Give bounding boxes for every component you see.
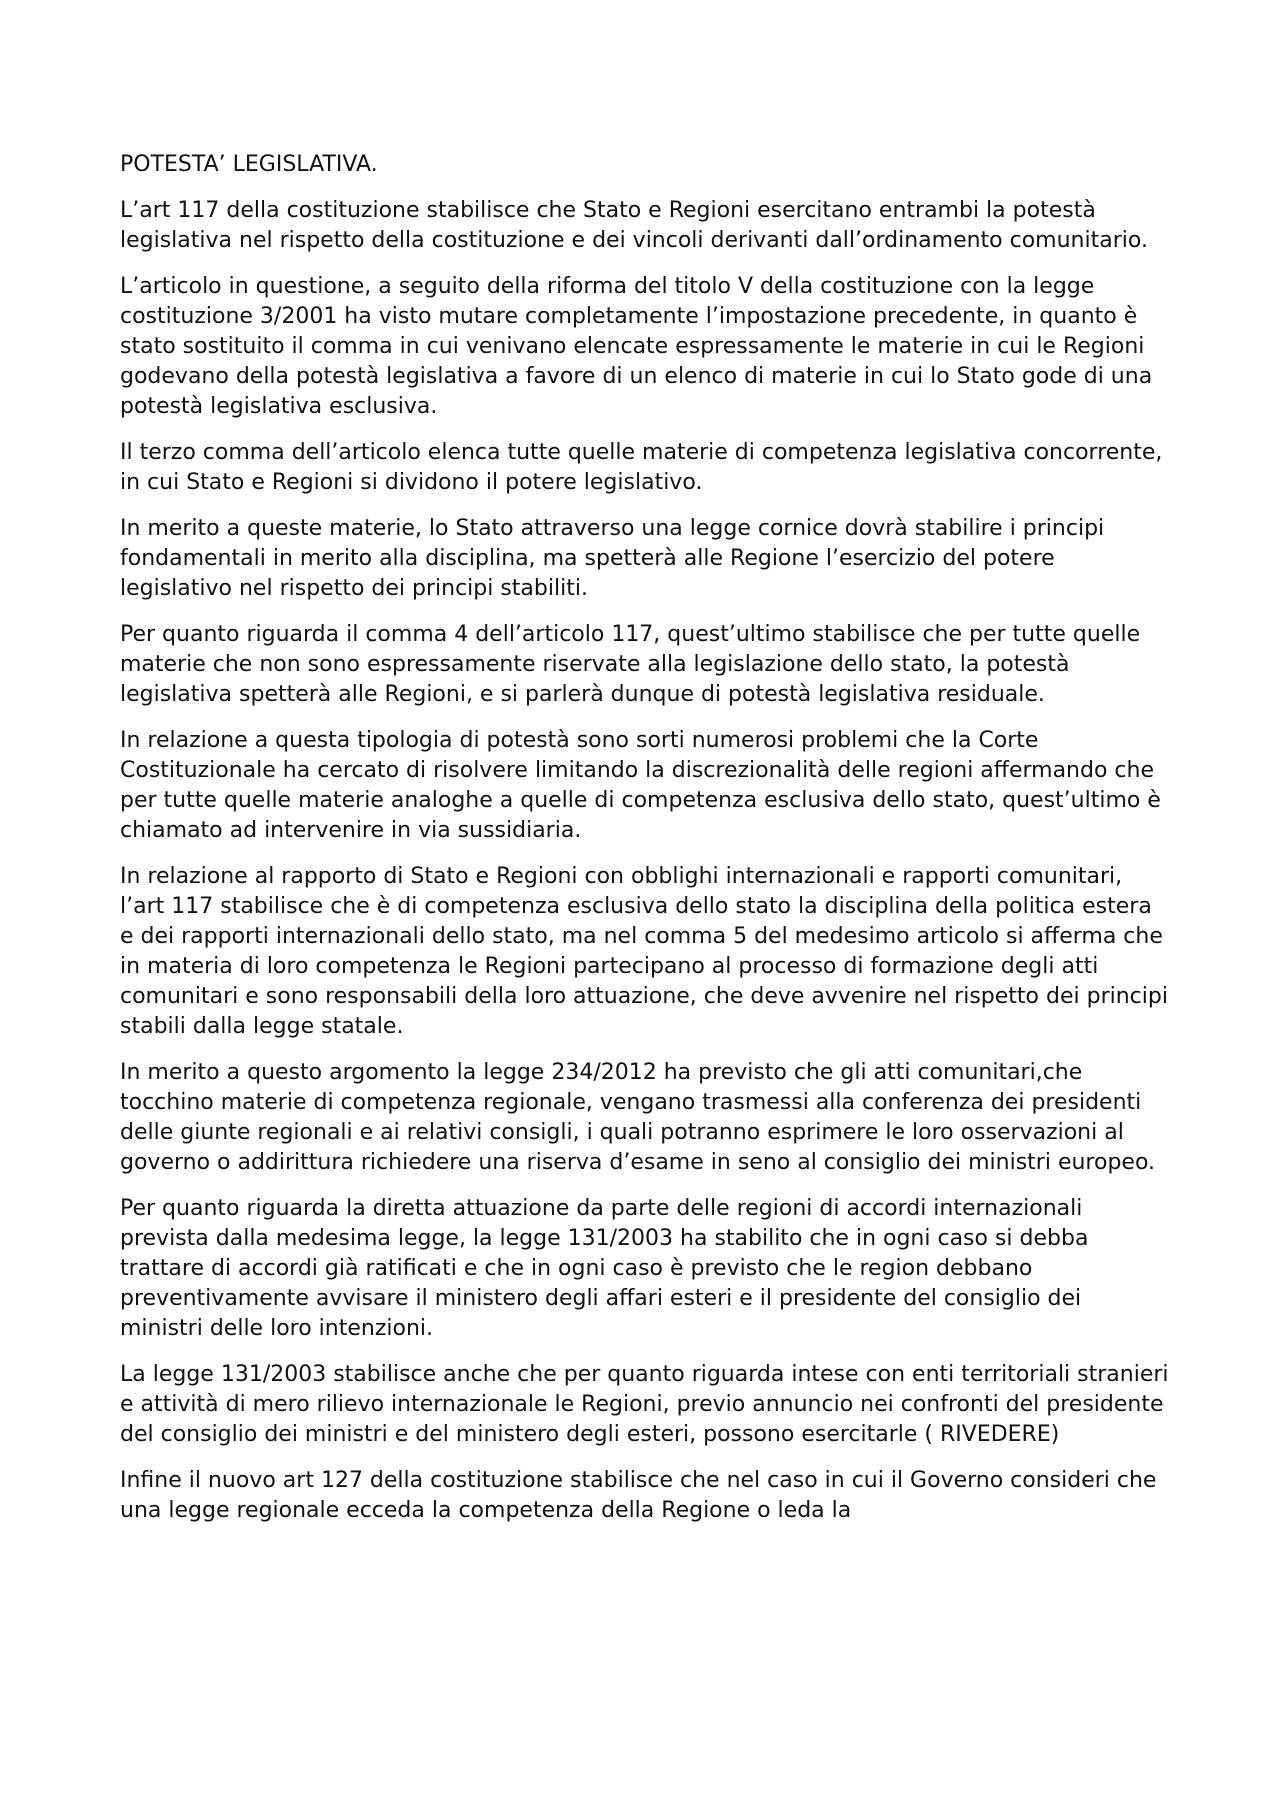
document-title: POTESTA’ LEGISLATIVA. (120, 152, 378, 177)
paragraph-11: Infine il nuovo art 127 della costituzione stabilisce che nel caso in cui il Governo consideri che una legge regionale ecceda la competenza della Regione o leda la (120, 1468, 1157, 1523)
paragraph-4: In merito a queste materie, lo Stato attraverso una legge cornice dovrà stabilire i principi fondamentali in merito alla disciplina, ma spetterà alle Regione l’esercizio del potere legislativo nel rispetto dei principi stabiliti. (120, 516, 1105, 601)
paragraph-2: L’articolo in questione, a seguito della riforma del titolo V della costituzione con la legge costituzione 3/2001 ha visto mutare completamente l’impostazione precedente, in quanto è stato sostituito il comma in cui venivano elencate espressamente le materie in cui le Regioni godevano della potestà legislativa a favore di un elenco di materie in cui lo Stato gode di una potestà legislativa esclusiva. (120, 274, 1153, 419)
paragraph-6: In relazione a questa tipologia di potestà sono sorti numerosi problemi che la Corte Costituzionale ha cercato di risolvere limitando la discrezionalità delle regioni affermando che per tutte quelle materie analoghe a quelle di competenza esclusiva dello stato, quest’ultimo è chiamato ad intervenire in via sussidiaria. (120, 728, 1161, 843)
document-body (120, 150, 1170, 1542)
paragraph-3: Il terzo comma dell’articolo elenca tutte quelle materie di competenza legislativa concorrente, in cui Stato e Regioni si dividono il potere legislativo. (120, 440, 1163, 495)
paragraph-5: Per quanto riguarda il comma 4 dell’articolo 117, quest’ultimo stabilisce che per tutte quelle materie che non sono espressamente riservate alla legislazione dello stato, la potestà legislativa spetterà alle Regioni, e si parlerà dunque di potestà legislativa residuale. (120, 622, 1141, 707)
paragraph-10: La legge 131/2003 stabilisce anche che per quanto riguarda intese con enti territoriali stranieri e attività di mero rilievo internazionale le Regioni, previo annuncio nei confronti del presidente del consiglio dei ministri e del ministero degli esteri, possono esercitarle ( RIVEDERE) (120, 1362, 1169, 1447)
paragraph-8: In merito a questo argomento la legge 234/2012 ha previsto che gli atti comunitari,che tocchino materie di competenza regionale, vengano trasmessi alla conferenza dei presidenti delle giunte regionali e ai relativi consigli, i quali potranno esprimere le loro osservazioni al governo o addirittura richiedere una riserva d’esame in seno al consiglio dei ministri europeo. (120, 1060, 1156, 1175)
paragraph-1: L’art 117 della costituzione stabilisce che Stato e Regioni esercitano entrambi la potestà legislativa nel rispetto della costituzione e dei vincoli derivanti dall’ordinamento comunitario. (120, 198, 1148, 253)
paragraph-9: Per quanto riguarda la diretta attuazione da parte delle regioni di accordi internazionali prevista dalla medesima legge, la legge 131/2003 ha stabilito che in ogni caso si debba trattare di accordi già ratificati e che in ogni caso è previsto che le region debbano preventivamente avvisare il ministero degli affari esteri e il presidente del consiglio dei ministri delle loro intenzioni. (120, 1196, 1089, 1341)
paragraph-7: In relazione al rapporto di Stato e Regioni con obblighi internazionali e rapporti comunitari, l’art 117 stabilisce che è di competenza esclusiva dello stato la disciplina della politica estera e dei rapporti internazionali dello stato, ma nel comma 5 del medesimo articolo si afferma che in materia di loro competenza le Regioni partecipano al processo di formazione degli atti comunitari e sono responsabili della loro attuazione, che deve avvenire nel rispetto dei principi stabili dalla legge statale. (120, 864, 1168, 1039)
